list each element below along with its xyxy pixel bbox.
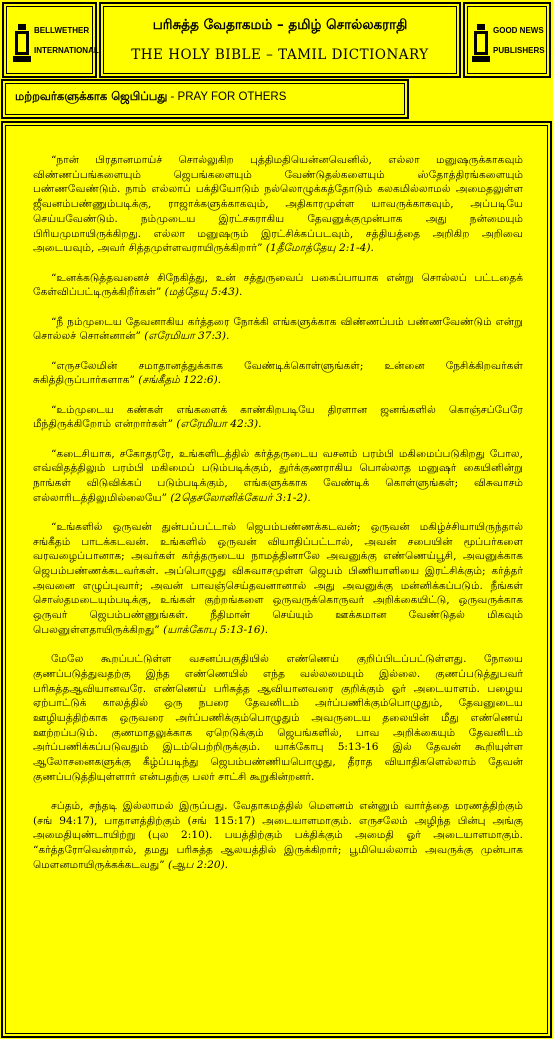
paragraph: “எருசலேமின் சமாதானத்துக்காக வேண்டிக்கொள்ளுங்கள்; உன்னை நேசிக்கிறவர்கள் சுகித்திருப்பார்களாக” (சங்கீதம் 122:6). (33, 359, 523, 387)
logo-line2: INTERNATIONAL (34, 46, 99, 55)
article-body (33, 153, 523, 887)
scripture-ref: (மத்தேயு 5:43). (164, 286, 243, 299)
paragraph: “உங்களில் ஒருவன் துன்பப்பட்டால் ஜெபம்பண்ணக்கடவன்; ஒருவன் மகிழ்ச்சியாயிருந்தால் சங்கீதம் பாடக்கடவன். உங்களில் ஒருவன் வியாதிப்பட்டால், அவன் சபையின் மூப்பர்களை வரவழைப்பானாக; அவர்கள் கர்த்தருடைய நாமத்தினாலே அவனுக்கு எண்ணெய்பூசி, அவனுக்காக ஜெபம்பண்ணக்கடவர்கள். அப்பொழுது விசுவாசமுள்ள ஜெபம் பிணியாளியை இரட்சிக்கும்; கர்த்தர் அவனை எழுப்புவார்; அவன் பாவஞ்செய்தவனானால் அது அவனுக்கு மன்னிக்கப்படும். நீங்கள் சொஸ்தமடையும்படிக்கு, உங்கள் குற்றங்களை ஒருவருக்கொருவர் அறிக்கையிட்டு, ஒருவருக்காக ஒருவர் ஜெபம்பண்ணுங்கள். நீதிமான் செய்யும் ஊக்கமான வேண்டுதல் மிகவும் பெலனுள்ளதாயிருக்கிறது” (யாக்கோபு 5:13-16). (33, 520, 523, 636)
content-box (1, 121, 552, 1038)
title-english: THE HOLY BIBLE – TAMIL DICTIONARY (131, 47, 429, 63)
section-title-tamil: மற்றவர்களுக்காக ஜெபிப்பது (15, 89, 168, 103)
page-header (0, 0, 553, 80)
paragraph: “உனக்கடுத்தவனைச் சிநேகித்து, உன் சத்துருவைப் பகைப்பாயாக என்று சொல்லப் பட்டதைக் கேள்விப்பட்டிருக்கிறீர்கள்” (மத்தேயு 5:43). (33, 271, 523, 299)
paragraph: “நீ நம்முடைய தேவனாகிய கர்த்தரை நோக்கி எங்களுக்காக விண்ணப்பம் பண்ணவேண்டும் என்று சொல்லச் சொன்னான்” (எரேமியா 37:3). (33, 315, 523, 343)
scripture-ref: (எரேமியா 37:3). (144, 330, 230, 343)
logo-line2: PUBLISHERS (493, 46, 545, 55)
scripture-ref: (2தெசலோனிக்கேயர் 3:1-2). (170, 491, 311, 504)
section-title-box (1, 79, 409, 119)
scripture-ref: (யாக்கோபு 5:13-16). (163, 623, 269, 636)
scripture-ref: (சங்கீதம் 122:6). (138, 374, 222, 387)
lamp-icon (471, 22, 491, 66)
paragraph: “நான் பிரதானமாய்ச் சொல்லுகிற புத்திமதியென்னவெனில், எல்லா மனுஷருக்காகவும் விண்ணப்பங்களையும் ஜெபங்களையும் வேண்டுதல்களையும் ஸ்தோத்திரங்களையும் பண்ணவேண்டும். நாம் எல்லாப் பக்தியோடும் நல்லொழுக்கத்தோடும் கலகமில்லாமல் அமைதலுள்ள ஜீவனம்பண்ணும்படிக்கு, ராஜாக்களுக்காகவும், அதிகாரமுள்ள யாவருக்காகவும், அப்படியே செய்யவேண்டும். நம்முடைய இரட்சகராகிய தேவனுக்குமுன்பாக அது நன்மையும் பிரியமுமாயிருக்கிறது. எல்லா மனுஷரும் இரட்சிக்கப்படவும், சத்தியத்தை அறிகிற அறிவை அடையவும், அவர் சித்தமுள்ளவராயிருக்கிறார்” (1தீமோத்தேயு 2:1-4). (33, 154, 523, 255)
paragraph: “உம்முடைய கண்கள் எங்களைக் காண்கிறபடியே திரளான ஜனங்களில் கொஞ்சப்பேரே மீந்திருக்கிறோம் என்றார்கள்” (எரேமியா 42:3). (33, 403, 523, 431)
good-news-logo (463, 2, 551, 78)
scripture-ref: (ஆப 2:20). (168, 858, 229, 871)
paragraph: “கடைசியாக, சகோதரரே, உங்களிடத்தில் கர்த்தருடைய வசனம் பரம்பி மகிமைப்படுகிறது போல, எவ்விதத்திலும் பரம்பி மகிமைப் படும்படிக்கும், துர்க்குணராகிய பொல்லாத மனுஷர் கையினின்று நாங்கள் விடுவிக்கப் படும்படிக்கும், எங்களுக்காக வேண்டிக் கொள்ளுங்கள்; விசுவாசம் எல்லாரிடத்திலுமில்லையே” (2தெசலோனிக்கேயர் 3:1-2). (33, 447, 523, 504)
logo-line1: GOOD NEWS (493, 26, 544, 35)
paragraph: மேலே கூறப்பட்டுள்ள வசனப்பகுதியில் எண்ணெய் குறிப்பிடப்பட்டுள்ளது. நோயை குணப்படுத்துவதற்கு இந்த எண்ணெயில் எந்த வல்லமையும் இல்லை. குணப்படுத்துபவர் பரிசுத்தஆவியானவரே. எண்ணெய் பரிசுத்த ஆவியானவரை குறிக்கும் ஓர் அடையாளம். பழைய ஏற்பாட்டுக் காலத்தில் ஒரு நபரை தேவனிடம் அர்ப்பணிக்கும்பொழுதும், தேவனுடைய ஊழியத்திற்காக ஒருவரை அர்ப்பணிக்கும்பொழுதும் அவருடைய தலையின் மீது எண்ணெய் ஊற்றப்படும். குணமாதலுக்காக ஏறெடுக்கும் ஜெபங்களில், பாவ அறிக்கையும் தேவனிடம் அர்ப்பணிக்கப்படுவதும் இடம்பெற்றிருக்கும். யாக்கோபு 5:13-16 இல் தேவன் கூறியுள்ள ஆலோசனைகளுக்கு கீழ்ப்படிந்து ஜெபம்பண்ணியபொழுது, தீராத வியாதிகளெல்லாம் தேவன் குணப்படுத்தியுள்ளார் என்பதற்கு பலர் சாட்சி கூறுகின்றனர். (33, 653, 523, 783)
scripture-ref: (1தீமோத்தேயு 2:1-4). (265, 242, 374, 255)
title-box (99, 2, 461, 78)
title-tamil: பரிசுத்த வேதாகமம் – தமிழ் சொல்லகராதி (152, 17, 408, 33)
scripture-ref: (எரேமியா 42:3). (176, 418, 262, 431)
section-title-english: - PRAY FOR OTHERS (167, 91, 287, 103)
section-title (15, 89, 286, 105)
paragraph: சப்தம், சந்தடி இல்லாமல் இருப்பது. வேதாகமத்தில் மௌனம் என்னும் வார்த்தை மரணத்திற்கும் (சங் 94:17), பாதாளத்திற்கும் (சங் 115:17) அடையாளமாகும். எருசலேம் அழிந்த பின்பு அங்கு அமைதியுண்டாயிற்று (புல 2:10). பயத்திற்கும் பக்திக்கும் அமைதி ஓர் அடையாளமாகும். “கர்த்தரோவென்றால், தமது பரிசுத்த ஆலயத்தில் இருக்கிறார்; பூமியெல்லாம் அவருக்கு முன்பாக மௌனமாயிருக்கக்கடவது” (ஆப 2:20). (33, 800, 523, 871)
bellwether-logo (2, 2, 97, 78)
logo-line1: BELLWETHER (34, 26, 90, 35)
lamp-icon (12, 22, 32, 66)
